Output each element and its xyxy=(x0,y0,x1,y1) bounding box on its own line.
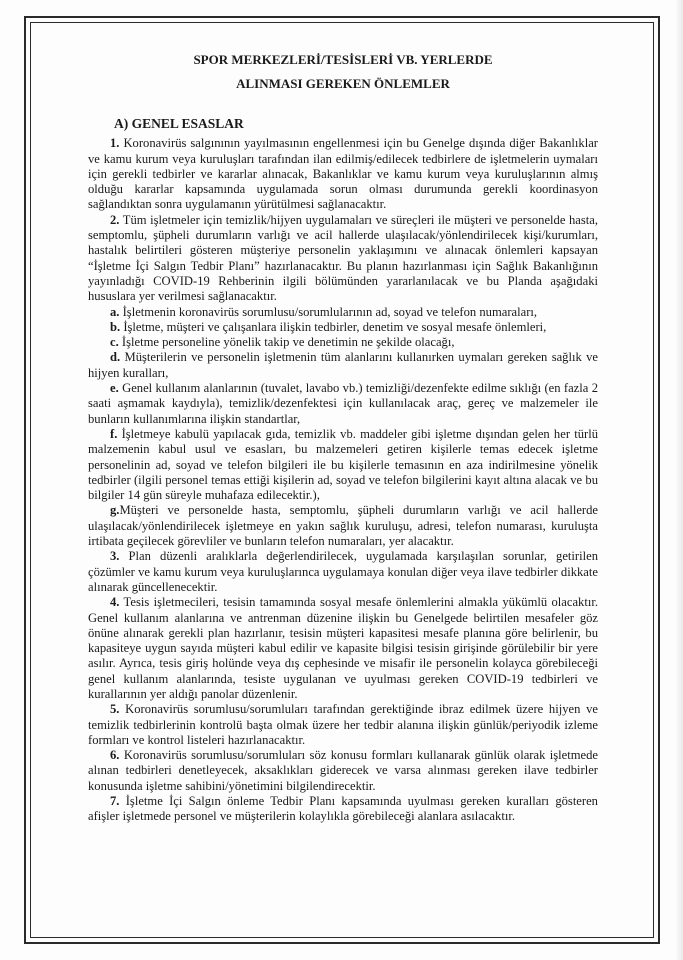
subitem-letter: f. xyxy=(110,426,118,441)
subitem-letter: d. xyxy=(110,350,121,365)
document-title xyxy=(88,48,598,96)
subitem-f xyxy=(88,427,598,503)
paragraph-1 xyxy=(88,136,598,212)
paragraph-number: 6. xyxy=(110,748,120,763)
document-body xyxy=(88,48,598,825)
paragraph-5 xyxy=(88,702,598,748)
subitem-text: Genel kullanım alanlarının (tuvalet, lavabo vb.) temizliği/dezenfekte edilme sıklığı (en fazla 2 saati aşmamak kaydıyla), temizlik/dezenfektesi için kullanılacak araç, gereç ve malzemeler ile bunların kullanımlarına ilişkin standartlar, xyxy=(88,381,598,426)
paragraph-text: Koronavirüs sorumlusu/sorumluları tarafından gerektiğinde ibraz edilmek üzere hijyen ve temizlik tedbirlerinin kontrolü başta olmak üzere her tedbir alanına ilişkin günlük/periyodik izleme formları ve kontrol listeleri hazırlanacaktır. xyxy=(88,702,598,747)
subitem-text: Müşterilerin ve personelin işletmenin tüm alanlarını kullanırken uymaları gereken sağlık ve hijyen kuralları, xyxy=(88,350,598,380)
paragraph-number: 5. xyxy=(110,702,120,717)
paragraph-text: Tesis işletmecileri, tesisin tamamında sosyal mesafe önlemlerini almakla yükümlü olacaktır. Genel kullanım alanlarına ve antrenman düzenine ilişkin bu Genelgede belirtilen mesafeler göz önüne alınarak gerekli plan hazırlanır, tesisin müşteri kapasitesi mesafe planına göre belirlenir, bu kapasiteye uygun sayıda müşteri kabul edilir ve kapasite bilgisi tesisin girişinde görülebilir bir yere asılır. Ayrıca, tesis giriş holünde veya dış cephesinde ve misafir ile personelin kolayca görebileceği genel kullanım alanlarında, tesiste uygulanan ve uyulması gereken COVID-19 tedbirleri ve kurallarının yer aldığı panolar düzenlenir. xyxy=(88,595,598,701)
paragraph-3 xyxy=(88,549,598,595)
subitem-a xyxy=(88,305,598,320)
subitem-c xyxy=(88,335,598,350)
subitem-letter: c. xyxy=(110,335,119,350)
section-heading: A) GENEL ESASLAR xyxy=(114,116,244,131)
subitem-g xyxy=(88,503,598,549)
title-line-1: SPOR MERKEZLERİ/TESİSLERİ VB. YERLERDE xyxy=(193,52,493,67)
paragraph-number: 4. xyxy=(110,595,120,610)
paragraph-text: Koronavirüs sorumlusu/sorumluları söz konusu formları kullanarak günlük olarak işletmede alınan tedbirleri denetleyecek, aksaklıkları giderecek ve varsa alınması gereken ilave tedbirler konusunda işletme sahibini/yönetimini bilgilendirecektir. xyxy=(88,748,598,793)
paragraph-text: İşletme İçi Salgın önleme Tedbir Planı kapsamında uyulması gereken kuralları gösteren afişler işletmede personel ve müşterilerin kolaylıkla görebileceği alanlara asılacaktır. xyxy=(88,794,598,824)
paragraph-4 xyxy=(88,595,598,702)
paragraph-2 xyxy=(88,213,598,305)
paragraph-number: 7. xyxy=(110,794,120,809)
scan-edge-shadow xyxy=(675,0,683,960)
subitem-letter: e. xyxy=(110,381,119,396)
subitem-b xyxy=(88,320,598,335)
paragraph-text: Plan düzenli aralıklarla değerlendirilecek, uygulamada karşılaşılan sorunlar, getirilen çözümler ve kamu kurum veya kuruluşlarınca uygulamaya konulan diğer veya ilave tedbirler dikkate alınarak güncellenecektir. xyxy=(88,549,598,594)
subitem-text: Müşteri ve personelde hasta, semptomlu, şüpheli durumların varlığı ve acil hallerde ulaşılacak/yönlendirilecek işletmeye en yakın sağlık kuruluşu, adresi, telefon numarası, kuruluşta irtibata geçilecek görevliler ve bunların telefon numaraları, yer alacaktır. xyxy=(88,503,598,549)
paragraph-number: 2. xyxy=(110,212,120,227)
subitem-letter: b. xyxy=(110,319,121,334)
title-line-2: ALINMASI GEREKEN ÖNLEMLER xyxy=(236,76,450,91)
paragraph-text: Koronavirüs salgınının yayılmasının engellenmesi için bu Genelge dışında diğer Bakanlıklar ve kamu kurum veya kuruluşları tarafından ilan edilmiş/edilecek tedbirlere de işletmelerin uymaları için gerekli tedbirler ve kararlar alınacak, Bakanlıklar ve kamu kurum veya kuruluşlarının almış olduğu kararlar kapsamında uygulamada sorun olması durumunda gerekli koordinasyon sağlandıktan sonra uygulamanın yürütülmesi sağlanacaktır. xyxy=(88,136,598,212)
subitem-letter: a. xyxy=(110,304,120,319)
subitem-text: İşletme personeline yönelik takip ve denetimin ne şekilde olacağı, xyxy=(121,335,455,350)
paragraph-number: 1. xyxy=(110,136,120,151)
subitem-text: İşletmeye kabulü yapılacak gıda, temizlik vb. maddeler gibi işletme dışından gelen her türlü malzemenin kabul usul ve esasları, bu malzemeleri getiren kişilerle temas edecek işletme personelinin ad, soyad ve telefon bilgileri ile bu kişilerle temasının en aza indirilmesine yönelik tedbirler (ilgili personel temas ettiği kişilerin ad, soyad ve telefon bilgilerini kayıt altına alacak ve bu bilgiler 14 gün süreyle muhafaza edilecektir.), xyxy=(88,426,598,503)
subitem-d xyxy=(88,350,598,381)
subitem-letter: g. xyxy=(110,503,120,518)
paragraph-7 xyxy=(88,794,598,825)
subitem-text: İşletmenin koronavirüs sorumlusu/sorumlularının ad, soyad ve telefon numaraları, xyxy=(122,304,538,319)
paragraph-number: 3. xyxy=(110,549,120,564)
subitem-e xyxy=(88,381,598,427)
paragraph-text: Tüm işletmeler için temizlik/hijyen uygulamaları ve süreçleri ile müşteri ve personelde hasta, semptomlu, şüpheli durumların varlığı ve acil hallerde ulaşılacak/yönlendirilecek kişi/kurumları, hastalık belirtileri gösteren müşteriye personelin yaklaşımını ve alınacak önlemleri kapsayan “İşletme İçi Salgın Tedbir Planı” hazırlanacaktır. Bu planın hazırlanması için Sağlık Bakanlığının yayınladığı COVID-19 Rehberinin ilgili bölümünden yararlanılacak ve bu Planda aşağıdaki hususlara yer verilmesi sağlanacaktır. xyxy=(88,212,599,304)
subitem-text: İşletme, müşteri ve çalışanlara ilişkin tedbirler, denetim ve sosyal mesafe önlemleri, xyxy=(123,319,547,334)
paragraph-6 xyxy=(88,748,598,794)
